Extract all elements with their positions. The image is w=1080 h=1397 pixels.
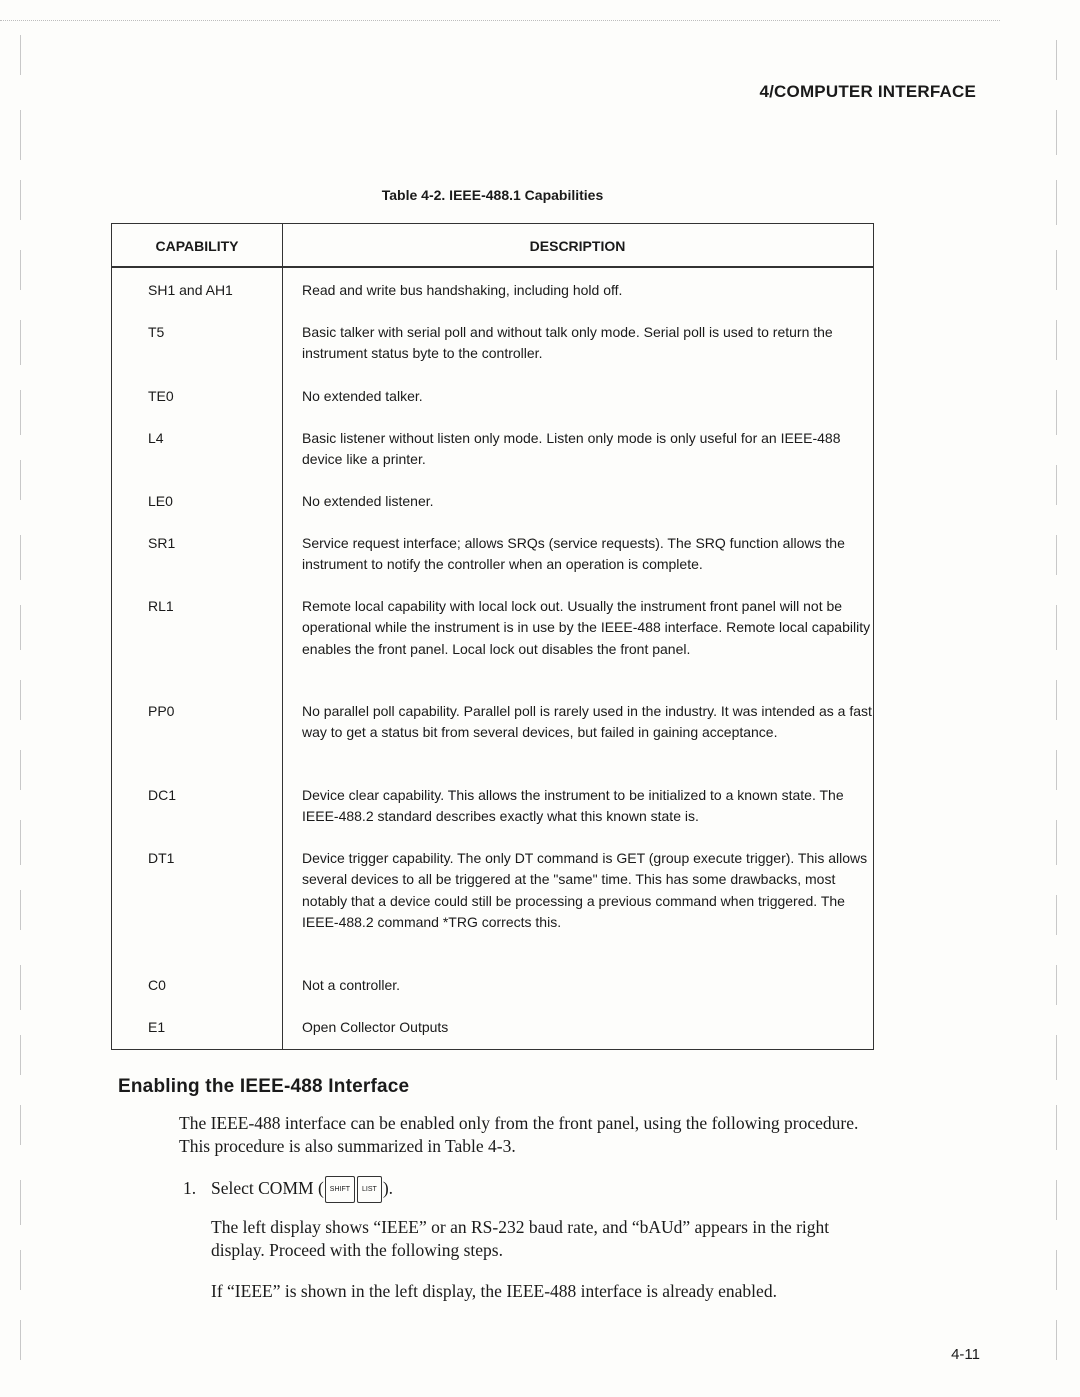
column-header-capability: CAPABILITY xyxy=(155,238,239,254)
list-key-icon: LIST xyxy=(357,1176,382,1203)
section-heading: Enabling the IEEE-488 Interface xyxy=(118,1076,410,1097)
left-margin-mark xyxy=(20,680,21,720)
left-margin-mark xyxy=(20,535,21,580)
step-number: 1. xyxy=(183,1178,197,1198)
right-margin-mark xyxy=(1056,1250,1057,1290)
left-margin-mark xyxy=(20,180,21,220)
capability-cell: T5 xyxy=(148,324,165,340)
column-divider xyxy=(282,224,283,1049)
capability-cell: C0 xyxy=(148,977,166,993)
top-rule xyxy=(0,20,1000,21)
right-margin-mark xyxy=(1056,1035,1057,1080)
right-margin-mark xyxy=(1056,1105,1057,1150)
right-margin-mark xyxy=(1056,250,1057,290)
step-text: Select COMM ( xyxy=(211,1178,324,1198)
description-cell: No parallel poll capability. Parallel poll is rarely used in the industry. It was intended as a fast way to get a status bit from several devices, but failed in gaining acceptance. xyxy=(302,703,872,741)
capability-cell: PP0 xyxy=(148,703,175,719)
right-margin-mark xyxy=(1056,895,1057,935)
left-margin-mark xyxy=(20,320,21,365)
description-cell: Basic talker with serial poll and without talk only mode. Serial poll is used to return the instrument status byte to the controller. xyxy=(302,324,833,362)
left-margin-mark xyxy=(20,820,21,865)
intro-paragraph: The IEEE-488 interface can be enabled only from the front panel, using the following procedure. This procedure is also summarized in Table 4-3. xyxy=(179,1113,859,1156)
capability-cell: L4 xyxy=(148,430,164,446)
right-margin-mark xyxy=(1056,605,1057,650)
left-margin-mark xyxy=(20,250,21,290)
description-cell: Device clear capability. This allows the instrument to be initialized to a known state. The IEEE-488.2 standard describes exactly what this known state is. xyxy=(302,787,844,825)
shift-key-icon: SHIFT xyxy=(325,1176,355,1203)
capability-cell: SH1 and AH1 xyxy=(148,282,233,298)
capabilities-table xyxy=(111,223,874,1050)
description-cell: No extended listener. xyxy=(302,493,434,509)
capability-cell: RL1 xyxy=(148,598,174,614)
description-cell: Basic listener without listen only mode. Listen only mode is only useful for an IEEE-488 device like a printer. xyxy=(302,430,841,468)
left-margin-mark xyxy=(20,1035,21,1075)
right-margin-mark xyxy=(1056,465,1057,505)
capability-cell: LE0 xyxy=(148,493,173,509)
table-caption: Table 4-2. IEEE-488.1 Capabilities xyxy=(381,187,604,203)
right-margin-mark xyxy=(1056,965,1057,1005)
left-margin-mark xyxy=(20,1250,21,1290)
left-margin-mark xyxy=(20,1105,21,1145)
step-text-close: ). xyxy=(382,1178,394,1198)
description-cell: Not a controller. xyxy=(302,977,401,993)
left-margin-mark xyxy=(20,390,21,435)
step-1-note: The left display shows “IEEE” or an RS-232 baud rate, and “bAUd” appears in the right display. Proceed with the following steps. xyxy=(211,1217,830,1260)
description-cell: Open Collector Outputs xyxy=(302,1019,449,1035)
left-margin-mark xyxy=(20,890,21,930)
step-1 xyxy=(183,1176,883,1203)
capability-cell: SR1 xyxy=(148,535,176,551)
table-header xyxy=(112,224,873,268)
left-margin-mark xyxy=(20,1180,21,1225)
right-margin-mark xyxy=(1056,1180,1057,1220)
left-margin-mark xyxy=(20,110,21,160)
right-margin-mark xyxy=(1056,40,1057,80)
right-margin-mark xyxy=(1056,110,1057,155)
left-margin-mark xyxy=(20,750,21,790)
description-cell: Read and write bus handshaking, including hold off. xyxy=(302,282,623,298)
description-cell: No extended talker. xyxy=(302,388,423,404)
step-1-note-2: If “IEEE” is shown in the left display, the IEEE-488 interface is already enabled. xyxy=(211,1281,777,1301)
right-margin-mark xyxy=(1056,390,1057,435)
description-cell: Device trigger capability. The only DT command is GET (group execute trigger). This allows several devices to all be triggered at the "same" time. This has some drawbacks, most notably that a device could still be processing a previous command when triggered. The IEEE-488.2 command *TRG corrects this. xyxy=(302,850,868,930)
right-margin-mark xyxy=(1056,320,1057,360)
right-margin-mark xyxy=(1056,535,1057,575)
capability-cell: DT1 xyxy=(148,850,175,866)
right-margin-mark xyxy=(1056,180,1057,225)
right-margin-mark xyxy=(1056,680,1057,720)
left-margin-mark xyxy=(20,605,21,650)
left-margin-mark xyxy=(20,35,21,75)
description-cell: Service request interface; allows SRQs (service requests). The SRQ function allows the instrument to notify the controller when an operation is complete. xyxy=(302,535,845,573)
section-header: 4/COMPUTER INTERFACE xyxy=(759,82,976,101)
left-margin-mark xyxy=(20,460,21,500)
right-margin-mark xyxy=(1056,750,1057,790)
capability-cell: DC1 xyxy=(148,787,177,803)
description-cell: Remote local capability with local lock out. Usually the instrument front panel will not be operational while the instrument is in use by the IEEE-488 interface. Remote local capability enables the front panel. Local lock out disables the front panel. xyxy=(302,598,871,657)
right-margin-mark xyxy=(1056,820,1057,865)
capability-cell: TE0 xyxy=(148,388,174,404)
page-number: 4-11 xyxy=(951,1346,980,1363)
left-margin-mark xyxy=(20,965,21,1010)
column-header-description: DESCRIPTION xyxy=(529,238,626,254)
right-margin-mark xyxy=(1056,1320,1057,1360)
capability-cell: E1 xyxy=(148,1019,166,1035)
left-margin-mark xyxy=(20,1320,21,1360)
